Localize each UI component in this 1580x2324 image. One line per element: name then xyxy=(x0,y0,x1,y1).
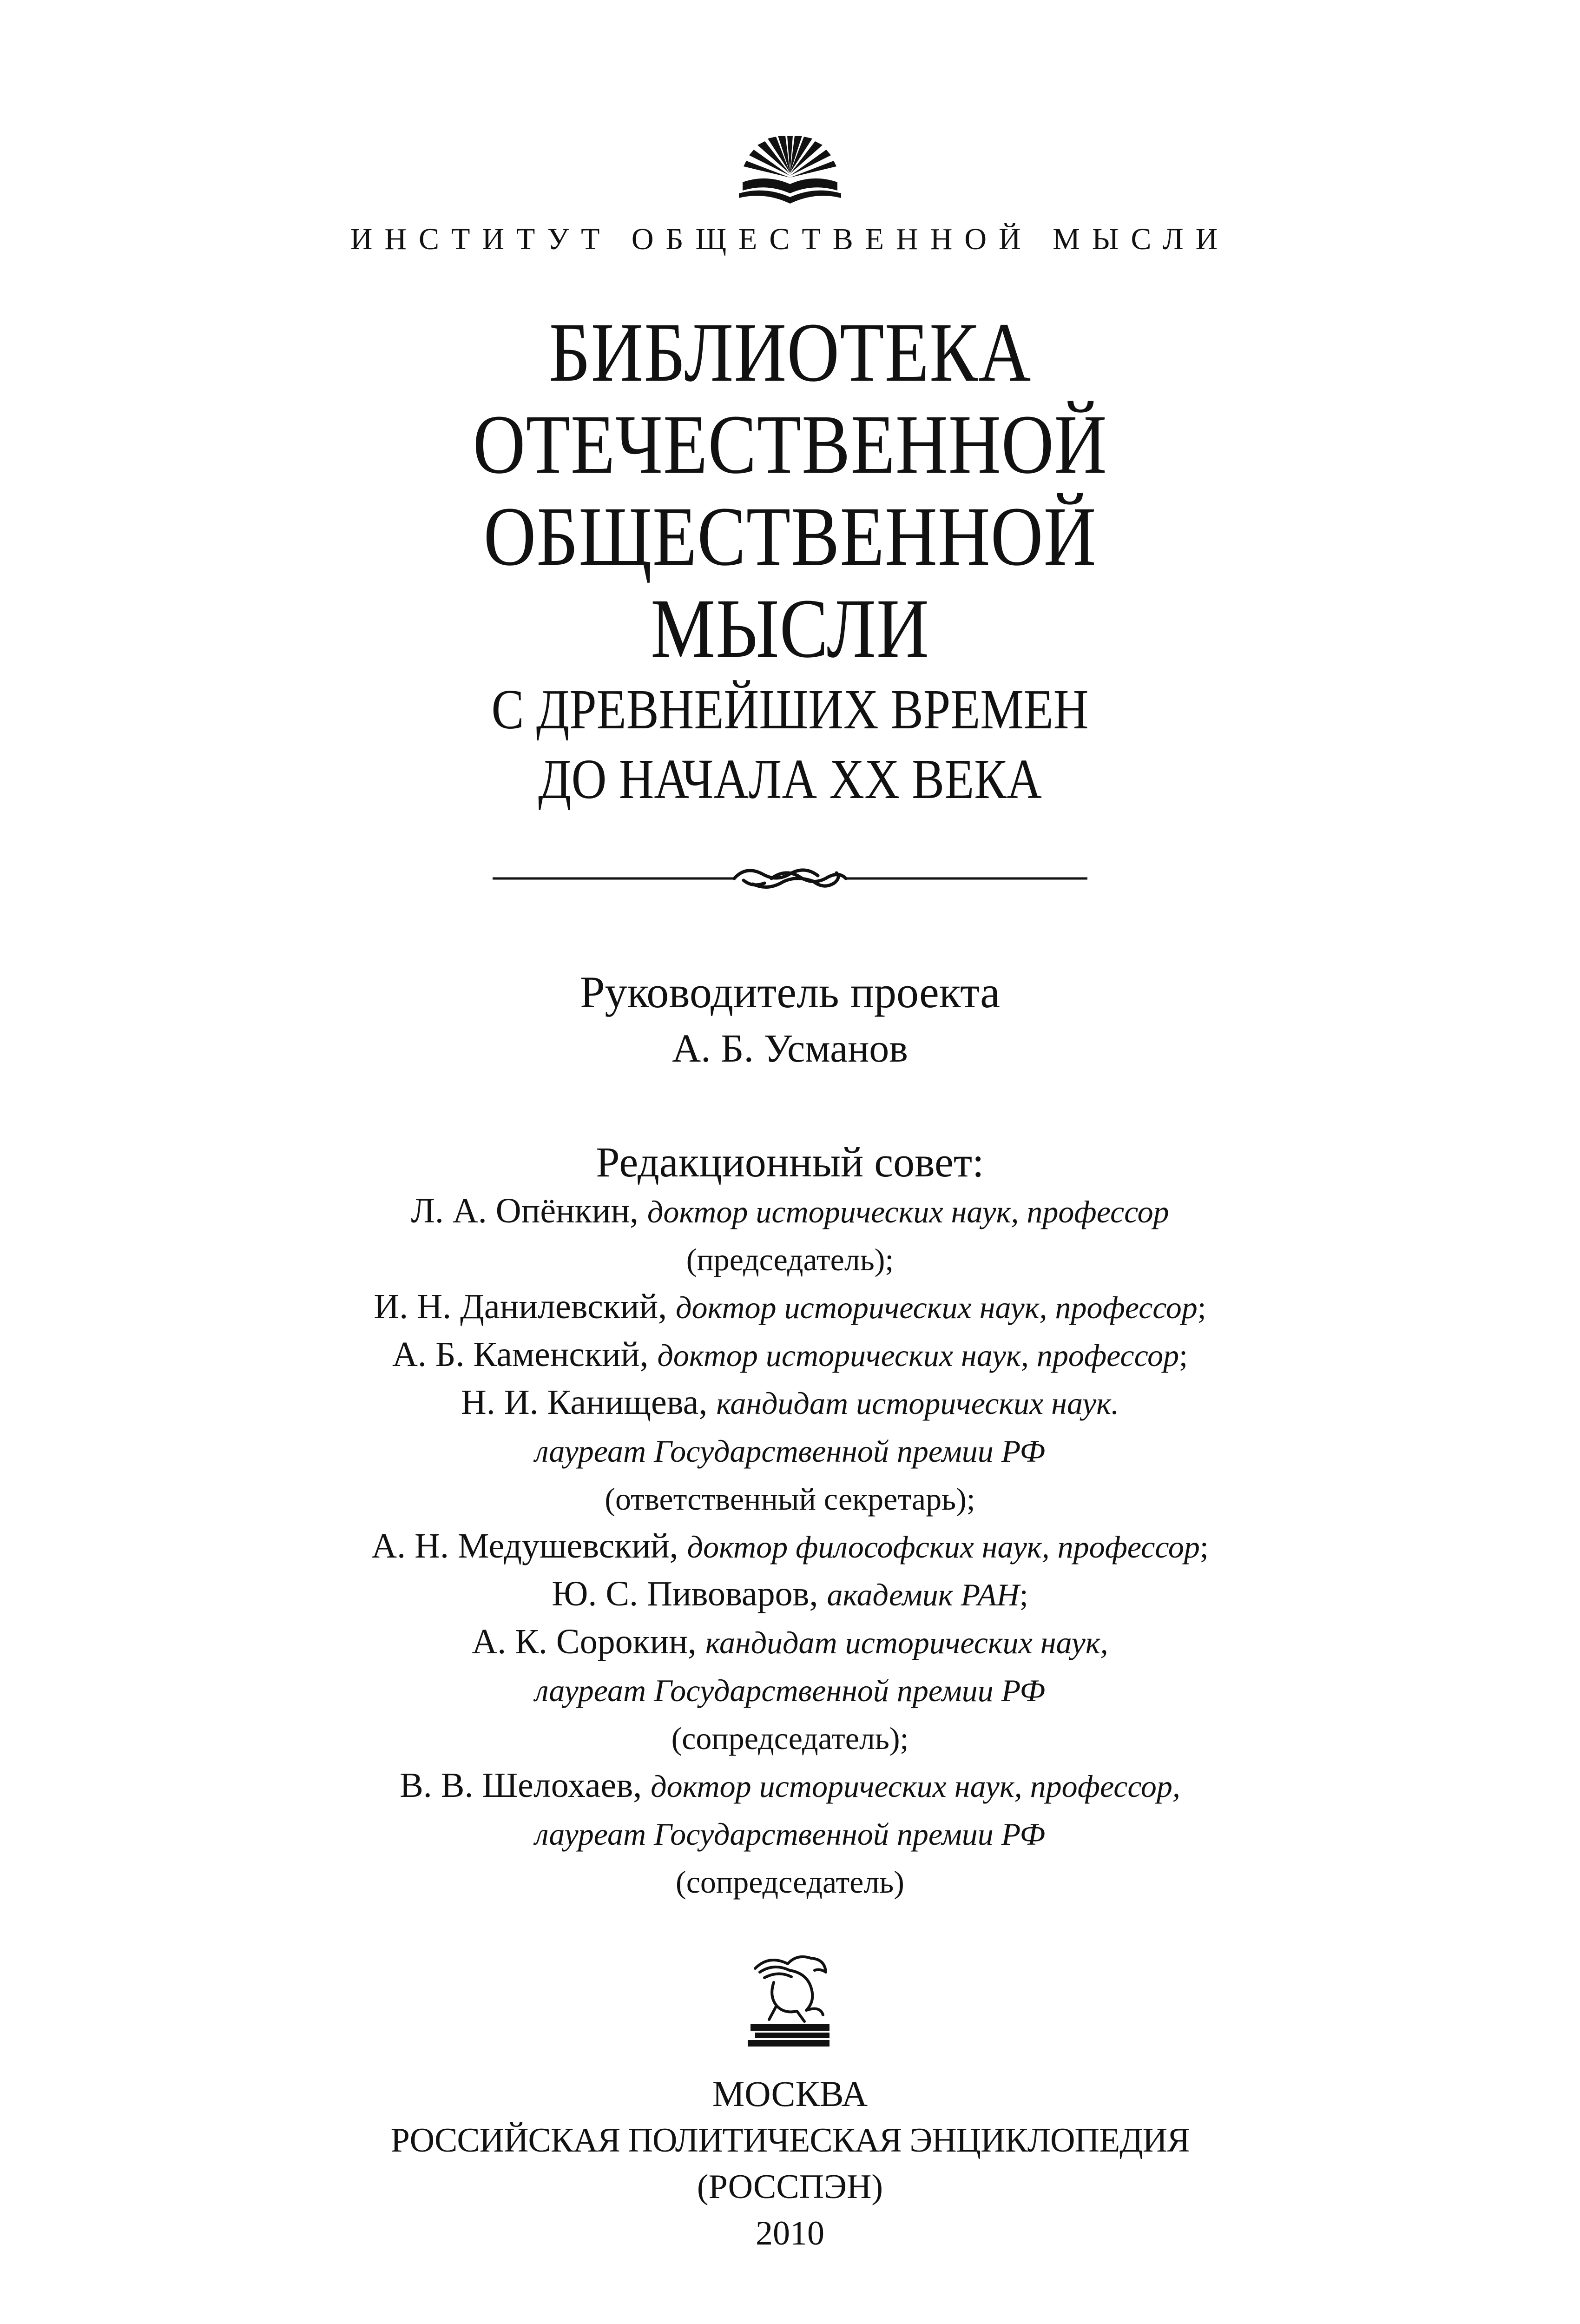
member-note: ; xyxy=(1199,1529,1209,1565)
board-line xyxy=(0,1283,1580,1331)
board-line xyxy=(0,1571,1580,1618)
editorial-board-title: Редакционный совет: xyxy=(596,1138,984,1186)
member-role: кандидат исторических наук, xyxy=(705,1625,1108,1660)
board-line xyxy=(0,1188,1580,1235)
board-line xyxy=(0,1475,1580,1523)
member-role: доктор исторических наук, профессор xyxy=(657,1338,1179,1373)
member-role: доктор исторических наук, профессор, xyxy=(651,1769,1180,1804)
title-line-2: ОТЕЧЕСТВЕННОЙ xyxy=(473,398,1107,491)
board-line xyxy=(0,1331,1580,1379)
institute-name: ИНСТИТУТ ОБЩЕСТВЕННОЙ МЫСЛИ xyxy=(350,222,1230,256)
publisher-abbreviation: (РОССПЭН) xyxy=(697,2168,883,2206)
project-lead-name: А. Б. Усманов xyxy=(672,1026,908,1070)
board-line xyxy=(0,1666,1580,1714)
board-line xyxy=(0,1858,1580,1906)
griffin-on-books-icon xyxy=(741,1950,839,2052)
member-name: В. В. Шелохаев, xyxy=(400,1766,651,1805)
board-line xyxy=(0,1427,1580,1475)
member-name: И. Н. Данилевский, xyxy=(374,1287,676,1326)
member-note: ; xyxy=(1197,1290,1206,1325)
member-role: лауреат Государственной премии РФ xyxy=(534,1433,1046,1469)
publisher-city: МОСКВА xyxy=(712,2073,868,2114)
member-role: кандидат исторических наук. xyxy=(716,1386,1119,1421)
board-line xyxy=(0,1714,1580,1762)
member-name: А. Б. Каменский, xyxy=(392,1335,658,1374)
editorial-board-list xyxy=(0,1188,1580,1906)
book-series-title xyxy=(0,307,1580,814)
member-role: лауреат Государственной премии РФ xyxy=(534,1816,1046,1852)
board-line xyxy=(0,1810,1580,1858)
subtitle-line-1: С ДРЕВНЕЙШИХ ВРЕМЕН xyxy=(491,678,1089,741)
title-line-3: ОБЩЕСТВЕННОЙ xyxy=(483,490,1097,583)
member-note: (сопредседатель); xyxy=(671,1721,909,1756)
project-lead-label: Руководитель проекта xyxy=(580,967,1000,1017)
publication-year: 2010 xyxy=(756,2214,824,2252)
member-role: доктор исторических наук, профессор xyxy=(647,1194,1169,1229)
member-note: (сопредседатель) xyxy=(676,1864,904,1900)
title-line-4: МЫСЛИ xyxy=(651,582,929,675)
member-name: А. К. Сорокин, xyxy=(472,1622,705,1661)
flourish-divider-icon xyxy=(493,860,1087,897)
member-note: ; xyxy=(1019,1577,1028,1612)
subtitle-line-2: ДО НАЧАЛА XX ВЕКА xyxy=(538,748,1042,811)
member-name: Л. А. Опёнкин, xyxy=(411,1191,647,1230)
member-note: (ответственный секретарь); xyxy=(605,1481,975,1517)
board-line xyxy=(0,1618,1580,1666)
member-role: академик РАН xyxy=(827,1577,1020,1612)
board-line xyxy=(0,1379,1580,1427)
member-name: Н. И. Канищева, xyxy=(461,1383,717,1422)
title-line-1: БИБЛИОТЕКА xyxy=(548,306,1032,399)
publisher-name: РОССИЙСКАЯ ПОЛИТИЧЕСКАЯ ЭНЦИКЛОПЕДИЯ xyxy=(390,2121,1190,2159)
member-name: А. Н. Медушевский, xyxy=(371,1526,687,1565)
board-line xyxy=(0,1762,1580,1810)
member-note: (председатель); xyxy=(686,1242,894,1277)
member-note: ; xyxy=(1179,1338,1188,1373)
member-role: лауреат Государственной премии РФ xyxy=(534,1673,1046,1708)
member-role: доктор исторических наук, профессор xyxy=(676,1290,1198,1325)
member-role: доктор философских наук, профессор xyxy=(687,1529,1200,1565)
board-line xyxy=(0,1523,1580,1571)
open-book-fan-icon xyxy=(739,136,841,205)
member-name: Ю. С. Пивоваров, xyxy=(552,1574,827,1613)
board-line xyxy=(0,1235,1580,1283)
